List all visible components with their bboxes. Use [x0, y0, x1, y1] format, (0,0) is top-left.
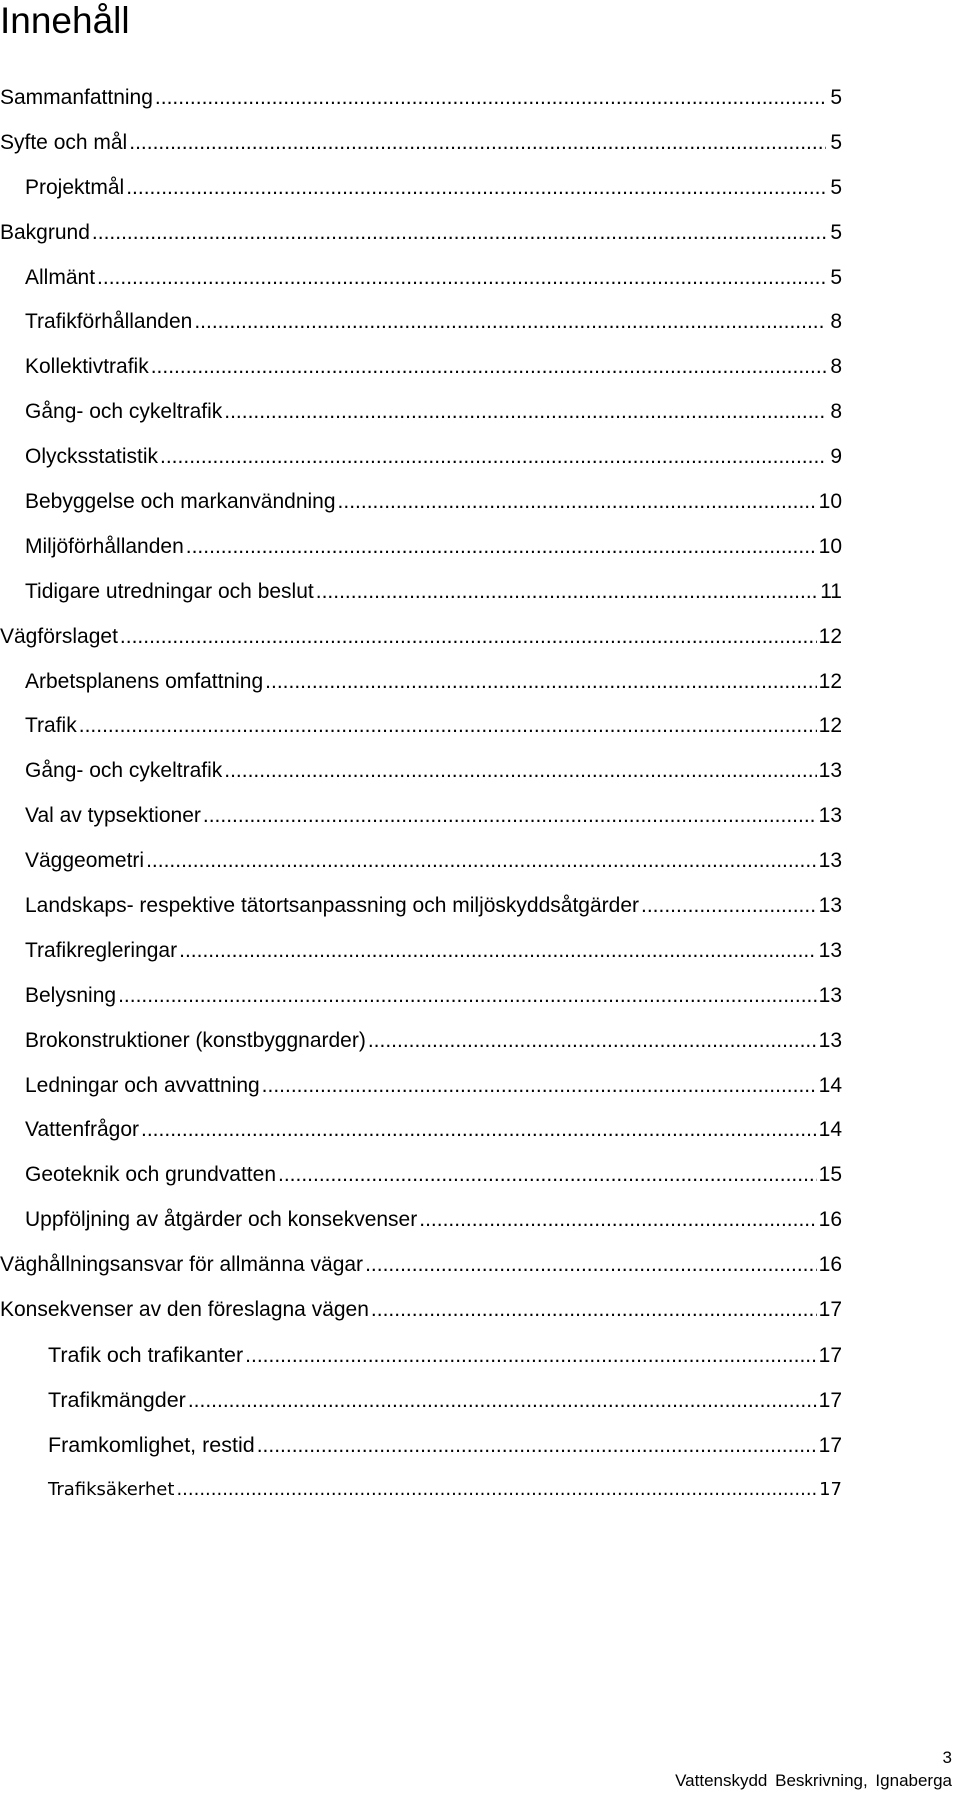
- toc-entry[interactable]: [0, 1073, 842, 1118]
- toc-dot-leader: [120, 624, 817, 650]
- toc-dot-leader: [92, 220, 826, 246]
- toc-entry-page: 16: [818, 1208, 842, 1232]
- toc-dot-leader: [262, 1073, 817, 1099]
- toc-entry-page: 13: [818, 894, 842, 918]
- toc-entry[interactable]: [0, 624, 842, 669]
- toc-entry-title: Trafikförhållanden: [25, 310, 193, 334]
- toc-entry[interactable]: [0, 444, 842, 489]
- toc-entry[interactable]: [0, 354, 842, 399]
- toc-entry-title: Väggeometri: [25, 849, 145, 873]
- toc-entry[interactable]: [0, 1162, 842, 1207]
- toc-entry-page: 15: [818, 1163, 842, 1187]
- toc-entry-title: Landskaps- respektive tätortsanpassning och miljöskyddsåtgärder: [25, 894, 639, 918]
- toc-entry-page: 5: [830, 175, 842, 199]
- toc-entry-page: 5: [830, 130, 842, 154]
- toc-entry-title: Trafikmängder: [48, 1387, 186, 1412]
- toc-dot-leader: [194, 309, 826, 335]
- toc-dot-leader: [151, 354, 826, 380]
- toc-dot-leader: [160, 444, 826, 470]
- toc-dot-leader: [278, 1162, 817, 1188]
- toc-entry[interactable]: [0, 1432, 842, 1477]
- toc-dot-leader: [186, 534, 817, 560]
- toc-dot-leader: [203, 803, 817, 829]
- toc-dot-leader: [641, 893, 817, 919]
- toc-dot-leader: [371, 1297, 817, 1323]
- toc-entry-page: 13: [818, 938, 842, 962]
- toc-entry[interactable]: [0, 803, 842, 848]
- toc-entry-title: Bebyggelse och markanvändning: [25, 490, 336, 514]
- toc-entry-page: 12: [818, 714, 842, 738]
- footer-text: Vattenskydd Beskrivning, Ignaberga: [675, 1771, 952, 1790]
- toc-entry[interactable]: [0, 669, 842, 714]
- toc-entry-page: 12: [818, 669, 842, 693]
- toc-entry[interactable]: [0, 1342, 842, 1387]
- toc-entry-page: 13: [818, 849, 842, 873]
- toc-entry-page: 8: [830, 355, 842, 379]
- toc-dot-leader: [224, 399, 826, 425]
- toc-entry-page: 13: [818, 804, 842, 828]
- toc-entry-page: 12: [818, 624, 842, 648]
- toc-dot-leader: [141, 1117, 817, 1143]
- toc-entry-title: Kollektivtrafik: [25, 355, 149, 379]
- toc-entry-page: 5: [830, 86, 842, 109]
- toc-entry-title: Gång- och cykeltrafik: [25, 759, 223, 783]
- toc-entry[interactable]: [0, 399, 842, 444]
- toc-entry[interactable]: [0, 758, 842, 803]
- toc-entry-title: Miljöförhållanden: [25, 534, 184, 558]
- toc-entry-title: Vägförslaget: [0, 624, 118, 648]
- toc-entry-page: 17: [819, 1478, 842, 1500]
- toc-entry[interactable]: [0, 1028, 842, 1073]
- toc-dot-leader: [188, 1388, 817, 1414]
- toc-entry[interactable]: [0, 1387, 842, 1432]
- toc-entry[interactable]: [0, 1477, 842, 1522]
- toc-entry-title: Bakgrund: [0, 220, 90, 244]
- toc-entry[interactable]: [0, 265, 842, 310]
- toc-entry-title: Belysning: [25, 983, 117, 1007]
- toc-entry-title: Brokonstruktioner (konstbyggnarder): [25, 1028, 366, 1052]
- toc-entry-page: 17: [818, 1343, 842, 1367]
- toc-entry[interactable]: [0, 175, 842, 220]
- toc-entry-page: 13: [818, 759, 842, 783]
- toc-entry-title: Syfte och mål: [0, 130, 128, 154]
- toc-entry-title: Olycksstatistik: [25, 445, 159, 469]
- toc-entry-title: Uppföljning av åtgärder och konsekvenser: [25, 1208, 418, 1232]
- toc-entry[interactable]: [0, 85, 842, 130]
- toc-entry[interactable]: [0, 848, 842, 893]
- toc-entry-title: Trafik: [25, 714, 77, 738]
- toc-entry[interactable]: [0, 983, 842, 1028]
- toc-entry-page: 10: [818, 534, 842, 558]
- toc-entry-page: 13: [818, 1028, 842, 1052]
- toc-dot-leader: [257, 1433, 817, 1459]
- toc-entry-title: Projektmål: [25, 175, 125, 199]
- toc-entry-page: 10: [818, 490, 842, 514]
- toc-entry[interactable]: [0, 1207, 842, 1252]
- toc-title: Innehåll: [0, 0, 130, 41]
- toc-dot-leader: [129, 130, 826, 156]
- toc-dot-leader: [79, 713, 817, 739]
- toc-dot-leader: [316, 579, 818, 605]
- toc-entry[interactable]: [0, 534, 842, 579]
- toc-entry-page: 8: [830, 400, 842, 424]
- toc-dot-leader: [265, 669, 816, 695]
- toc-entry-page: 5: [830, 265, 842, 289]
- toc-entry-title: Ledningar och avvattning: [25, 1073, 260, 1097]
- toc-entry[interactable]: [0, 893, 842, 938]
- toc-entry[interactable]: [0, 220, 842, 265]
- toc-entry-title: Val av typsektioner: [25, 804, 201, 828]
- toc-entry-title: Vattenfrågor: [25, 1118, 140, 1142]
- toc-entry-page: 14: [818, 1118, 842, 1142]
- toc-dot-leader: [155, 85, 826, 111]
- toc-entry-page: 5: [830, 220, 842, 244]
- toc-entry[interactable]: [0, 489, 842, 534]
- toc-dot-leader: [97, 265, 826, 291]
- toc-entry-title: Sammanfattning: [0, 86, 153, 109]
- toc-entry-page: 16: [818, 1253, 842, 1277]
- toc-entry-page: 17: [818, 1433, 842, 1457]
- toc-dot-leader: [368, 1028, 817, 1054]
- toc-dot-leader: [126, 175, 826, 201]
- toc-entry[interactable]: [0, 579, 842, 624]
- toc-entry-page: 17: [818, 1388, 842, 1412]
- toc-dot-leader: [338, 489, 817, 515]
- toc-dot-leader: [419, 1207, 816, 1233]
- toc-dot-leader: [146, 848, 817, 874]
- toc-entry[interactable]: [0, 938, 842, 983]
- toc-entry-title: Allmänt: [25, 265, 96, 289]
- toc-list: [0, 85, 842, 1522]
- toc-entry-title: Tidigare utredningar och beslut: [25, 579, 314, 603]
- toc-entry-page: 14: [818, 1073, 842, 1097]
- toc-entry-title: Geoteknik och grundvatten: [25, 1163, 276, 1187]
- toc-entry-title: Trafiksäkerhet: [48, 1478, 175, 1500]
- toc-entry[interactable]: [0, 713, 842, 758]
- toc-entry[interactable]: [0, 130, 842, 175]
- toc-entry-page: 17: [818, 1298, 842, 1322]
- toc-dot-leader: [224, 758, 816, 784]
- toc-entry-title: Trafikregleringar: [25, 938, 178, 962]
- toc-entry[interactable]: [0, 1252, 842, 1297]
- toc-dot-leader: [365, 1252, 817, 1278]
- toc-dot-leader: [179, 938, 817, 964]
- toc-entry-title: Arbetsplanens omfattning: [25, 669, 264, 693]
- toc-entry-title: Väghållningsansvar för allmänna vägar: [0, 1253, 364, 1277]
- toc-dot-leader: [245, 1343, 816, 1369]
- toc-entry-title: Framkomlighet, restid: [48, 1432, 255, 1457]
- toc-entry-page: 8: [830, 310, 842, 334]
- page-number: 3: [942, 1748, 952, 1767]
- toc-entry-page: 13: [818, 983, 842, 1007]
- toc-entry-title: Trafik och trafikanter: [48, 1342, 244, 1367]
- toc-entry[interactable]: [0, 1117, 842, 1162]
- toc-entry-page: 11: [820, 579, 842, 603]
- toc-entry-page: 9: [830, 445, 842, 469]
- toc-entry-title: Konsekvenser av den föreslagna vägen: [0, 1298, 369, 1322]
- toc-entry[interactable]: [0, 1297, 842, 1342]
- toc-entry-title: Gång- och cykeltrafik: [25, 400, 223, 424]
- toc-entry[interactable]: [0, 309, 842, 354]
- toc-dot-leader: [176, 1477, 817, 1503]
- toc-dot-leader: [118, 983, 817, 1009]
